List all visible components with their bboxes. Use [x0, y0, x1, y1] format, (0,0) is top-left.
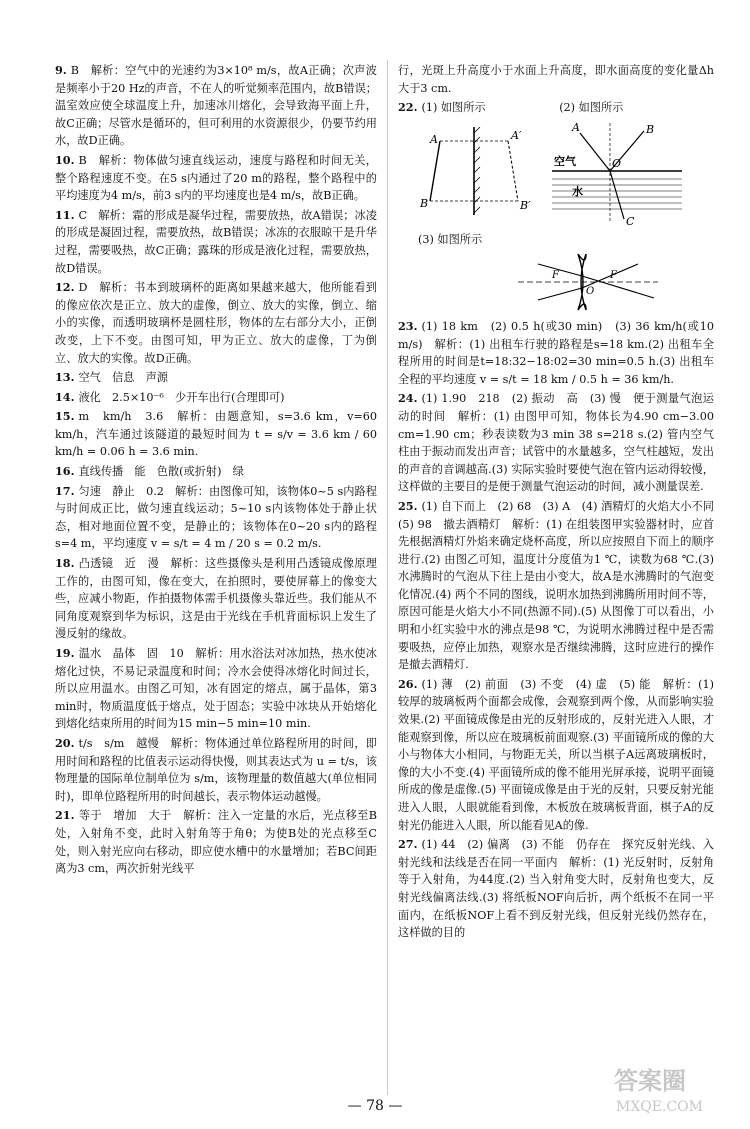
ray-2-in [538, 288, 582, 300]
question-number: 23. [398, 318, 418, 333]
answer-9 [55, 62, 377, 150]
image-ab [508, 141, 518, 201]
answer-23 [398, 318, 714, 388]
answer-13 [55, 369, 377, 387]
answer-12 [55, 279, 377, 367]
question-number: 16. [55, 464, 75, 479]
label-b: B [646, 122, 655, 136]
question-number: 24. [398, 391, 418, 406]
question-number: 20. [55, 735, 75, 750]
watermark-line-2: MXQE.COM [616, 1099, 703, 1115]
answer-text: (1) 18 km (2) 0.5 h(或30 min) (3) 36 km/h(或10 m/s) 解析：(1) 出租车行驶的路程是s=18 km.(2) 出租车全程所用的时间是t=18:32−18:02=30 min=0.5 h.(3) 出租车全程的平均速度 v = s/t = 18 km / 0.5 h = 36 km/h. [398, 319, 714, 386]
answer-text: (1) 自下而上 (2) 68 (3) A (4) 酒精灯的火焰大小不同 (5) 98 撤去酒精灯 解析：(1) 在组装图甲实验器材时，应首先根据酒精灯外焰来确定烧杯高度，所以应按照自下而上的顺序进行.(2) 由图乙可知，温度计分度值为1 ℃，读数为68 ℃.(3) 水沸腾时的气泡从下往上是由小变大，故A是水沸腾时的气泡变化情况.(4) 两个不同的图线，说明水加热到沸腾所用时间不等，原因可能是火焰大小不同(热源不同).(5) 从图像丁可以看出，小明和小红实验中水的沸点是98 ℃，为说明水沸腾过程中是否需要吸热，应停止加热，观察水是否继续沸腾，这时应进行的操作是撤去酒精灯. [398, 499, 726, 672]
label-a-prime: A′ [511, 128, 522, 142]
question-number: 13. [55, 370, 75, 385]
answer-text: 等于 增加 大于 解析：注入一定量的水后，光点移至B处，入射角不变，此时入射角等于角θ；为使B处的光点移至C处，则入射光应向右移动，即应使水槽中的水量增加；若BC间距离为3 cm，两次折射光线平 [55, 809, 377, 876]
answer-19 [55, 645, 377, 733]
answer-text: 液化 2.5×10⁻⁶ 少开车出行(合理即可) [78, 390, 285, 404]
question-number: 9. [55, 63, 67, 77]
answer-text: (1) 44 (2) 偏离 (3) 不能 仍存在 探究反射光线、入射光线和法线是否在同一平面内 解析：(1) 光反射时，反射角等于入射角，为44度.(2) 当入射角变大时，反射角也变大，反射光线偏离法线.(3) 将纸板NOF向后折，两个纸板不在同一平面内，在纸板NOF上看不到反射光线，但反射光线仍然存在，这样做的目的 [398, 838, 714, 940]
answer-26 [398, 676, 714, 834]
answer-27 [398, 836, 714, 942]
answer-text: B 解析：物体做匀速直线运动，速度与路程和时间无关，整个路程速度不变。在5 s内通过了20 m的路程，整个路程中的平均速度为4 m/s，前3 s内的平均速度也是4 m/s，故B正确。 [55, 153, 377, 203]
answer-text: D 解析：书本到玻璃杯的距离如果越来越大，他所能看到的像应依次是正立、放大的虚像，倒立、放大的实像，倒立、缩小的实像，而透明玻璃杯是圆柱形，物体的左右部分大小，正倒改变，上下不变。由图可知，甲为正立、放大的虚像，丁为倒立、放大的实像。故D正确。 [55, 281, 377, 365]
answer-text: 凸透镜 近 漫 解析：这些摄像头是利用凸透镜成像原理工作的，由图可知，像在变大，在拍照时，要使屏幕上的像变大些，应减小物距，作拍摄物体需手机摄像头靠近些。我们能从不同角度观察到华为标识，这是由于光线在手机背面标识上发生了漫反射的缘故。 [55, 557, 377, 641]
answer-21-continued: 行，光斑上升高度小于水面上升高度，即水面高度的变化量Δh大于3 cm. [398, 64, 714, 95]
label-b-prime: B′ [520, 198, 531, 212]
figure-row-1 [416, 119, 714, 229]
answer-18 [55, 555, 377, 643]
label-c: C [626, 214, 635, 228]
incident-ray [580, 133, 610, 171]
answer-text: 空气 信息 声源 [78, 371, 168, 385]
answer-20 [55, 735, 377, 805]
watermark-logo [606, 1059, 736, 1119]
answer-text: 温水 晶体 固 10 解析：用水浴法对冰加热，热水使冰熔化过快，不易记录温度和时间；冷水会使得冰熔化时间过长，所以应用温水。由图乙可知，冰有固定的熔点，属于晶体，第3 min时，物质温度低于熔点，处于固态；实验中冰块从开始熔化到熔化结束所用的时间为15 min−5 min=10 min. [55, 647, 377, 731]
label-air: 空气 [554, 154, 576, 168]
question-number: 22. [398, 100, 418, 115]
question-number: 17. [55, 483, 75, 498]
mirror-hatch [474, 127, 480, 213]
answer-text: t/s s/m 越慢 解析：物体通过单位路程所用的时间，即用时间和路程的比值表示运动得快慢，则其表达式为 u = t/s，该物理量的国际单位制单位为 s/m，该物理量的数值越大(单位相同时)，即单位路程所用的时间越长，表示物体运动越慢。 [55, 736, 377, 803]
label-b: B [420, 196, 429, 210]
label-focus-left: F [552, 270, 559, 282]
refracted-ray [610, 171, 624, 219]
label-a: A [572, 120, 580, 134]
answer-text: (1) 薄 (2) 前面 (3) 不变 (4) 虚 (5) 能 解析：(1) 较厚的玻璃板两个面都会成像，会观察到两个像，从而影响实验效果.(2) 平面镜成像是由光的反射形成的，反射光进入人眼，才能观察到像，所以应在玻璃板前面观察.(3) 平面镜所成的像的大小与物体大小相同，与物距无关，所以当棋子A远离玻璃板时，像的大小不变.(4) 平面镜所成的像不能用光屏承接，说明平面镜所成的像是虚像.(5) 平面镜成像是由于光的反射，只要反射光能进入人眼，人眼就能看到像，木板放在玻璃板背面，棋子A的反射光仍能进入人眼，所以能看见A的像. [398, 677, 714, 832]
fig-caption-1: (1) 如图所示 [421, 101, 486, 115]
label-water: 水 [572, 184, 583, 198]
question-number: 18. [55, 556, 75, 571]
watermark-line-1: 答案圈 [614, 1066, 686, 1095]
answer-16 [55, 463, 377, 481]
answer-text: B 解析：空气中的光速约为3×10⁸ m/s，故A正确；次声波是频率小于20 Hz的声音，不在人的听觉频率范围内，故B错误；温室效应使全球温度上升，加速冰川熔化，会导致海平面上升，故C正确；尽管水是循环的，但可利用的水资源很少，仍要节约用水，故D正确。 [55, 64, 377, 148]
label-o: O [612, 156, 622, 170]
question-number: 26. [398, 676, 418, 691]
answer-text: 匀速 静止 0.2 解析：由图像可知，该物体0~5 s内路程与时间成正比，做匀速直线运动；5~10 s内该物体处于静止状态，相对地面位置不变，是静止的；该物体在0~20 s内的路程s=4 m，平均速度 v = s/t = 4 m / 20 s = 0.2 m/s. [55, 484, 377, 551]
left-column [55, 62, 377, 880]
page-number: — 78 — [347, 1098, 403, 1114]
answer-14 [55, 389, 377, 407]
question-number: 11. [55, 207, 75, 222]
question-number: 12. [55, 280, 75, 295]
answer-17 [55, 483, 377, 553]
object-ab [430, 141, 440, 201]
answer-21 [55, 807, 377, 877]
answer-15 [55, 408, 377, 461]
fig-caption-2: (2) 如图所示 [559, 101, 624, 115]
ray-1-in [538, 264, 582, 276]
answer-text: (1) 1.90 218 (2) 振动 高 (3) 慢 便于测量气泡运动的时间 解析：(1) 由图甲可知，物体长为4.90 cm−3.00 cm=1.90 cm；秒表读数为3 min 38 s=218 s.(2) 管内空气柱由于振动而发出声音；试管中的水量越多，空气柱越短，发出的声音的音调越高.(3) 实际实验时要使气泡在管内运动得较慢，这样做的主要目的是便于测量气泡运动的时间，减小测量误差. [398, 392, 714, 494]
answer-text: 直线传播 能 色散(或折射) 绿 [78, 465, 244, 479]
question-number: 25. [398, 498, 418, 513]
right-column [398, 62, 726, 944]
answer-10 [55, 152, 377, 205]
answer-11 [55, 207, 377, 277]
refraction-diagram [552, 119, 692, 229]
mirror-image-diagram [416, 119, 536, 219]
answer-25 [398, 498, 726, 674]
label-a: A [430, 132, 438, 146]
lens-diagram [518, 250, 658, 312]
fig-caption-3-row [398, 231, 714, 249]
fig-caption-3: (3) 如图所示 [418, 232, 483, 246]
answer-text: m km/h 3.6 解析：由题意知，s=3.6 km，v=60 km/h，汽车通过该隧道的最短时间为 t = s/v = 3.6 km / 60 km/h = 0.06 h = 3.6 min. [55, 410, 377, 459]
question-number: 14. [55, 389, 75, 404]
column-divider [387, 60, 388, 1095]
label-optical-center: O [586, 286, 595, 298]
question-number: 10. [55, 152, 75, 167]
answer-text: C 解析：霜的形成是凝华过程，需要放热，故A错误；冰凌的形成是凝固过程，需要放热，故B错误；冰冻的衣服晾干是升华过程，需要吸热，故C正确；露珠的形成是液化过程，需要放热，故D错误。 [55, 208, 377, 275]
question-number: 27. [398, 837, 418, 852]
question-number: 19. [55, 646, 75, 660]
question-number: 21. [55, 808, 75, 823]
question-number: 15. [55, 409, 75, 424]
label-focus-right: F [610, 270, 617, 282]
answer-22 [398, 99, 714, 117]
answer-24 [398, 390, 714, 496]
